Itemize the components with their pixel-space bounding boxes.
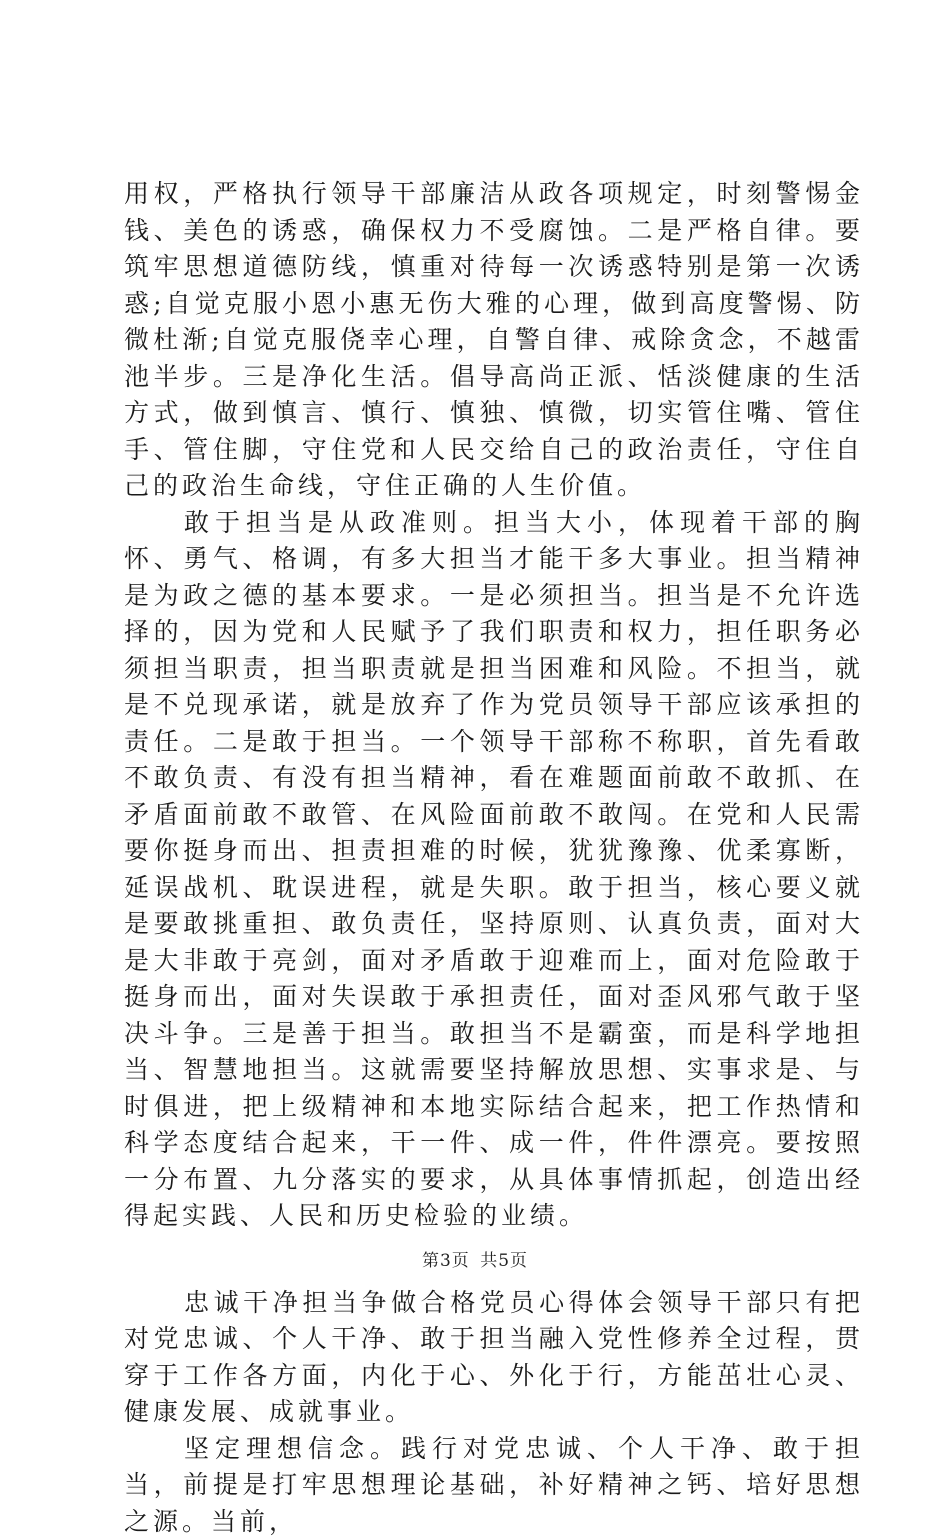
page-total: 共5页 [480, 1251, 528, 1271]
paragraph-3: 忠诚干净担当争做合格党员心得体会领导干部只有把对党忠诚、个人干净、敢于担当融入党性修养全过程，贯穿于工作各方面，内化于心、外化于行，方能茁壮心灵、健康发展、成就事业。 [124, 1285, 864, 1431]
paragraph-2: 敢于担当是从政准则。担当大小，体现着干部的胸怀、勇气、格调，有多大担当才能干多大事业。担当精神是为政之德的基本要求。一是必须担当。担当是不允许选择的，因为党和人民赋予了我们职责和权力，担任职务必须担当职责，担当职责就是担当困难和风险。不担当，就是不兑现承诺，就是放弃了作为党员领导干部应该承担的责任。二是敢于担当。一个领导干部称不称职，首先看敢不敢负责、有没有担当精神，看在难题面前敢不敢抓、在矛盾面前敢不敢管、在风险面前敢不敢闯。在党和人民需要你挺身而出、担责担难的时候，犹犹豫豫、优柔寡断，延误战机、耽误进程，就是失职。敢于担当，核心要义就是要敢挑重担、敢负责任，坚持原则、认真负责，面对大是大非敢于亮剑，面对矛盾敢于迎难而上，面对危险敢于挺身而出，面对失误敢于承担责任，面对歪风邪气敢于坚决斗争。三是善于担当。敢担当不是霸蛮，而是科学地担当、智慧地担当。这就需要坚持解放思想、实事求是、与时俱进，把上级精神和本地实际结合起来，把工作热情和科学态度结合起来，干一件、成一件，件件漂亮。要按照一分布置、九分落实的要求，从具体事情抓起，创造出经得起实践、人民和历史检验的业绩。 [124, 505, 864, 1235]
document-body [124, 176, 864, 1540]
paragraph-4: 坚定理想信念。践行对党忠诚、个人干净、敢于担当，前提是打牢思想理论基础，补好精神之钙、培好思想之源。当前， [124, 1431, 864, 1540]
paragraph-1: 用权，严格执行领导干部廉洁从政各项规定，时刻警惕金钱、美色的诱惑，确保权力不受腐蚀。二是严格自律。要筑牢思想道德防线，慎重对待每一次诱惑特别是第一次诱惑;自觉克服小恩小惠无伤大雅的心理，做到高度警惕、防微杜渐;自觉克服侥幸心理，自警自律、戒除贪念，不越雷池半步。三是净化生活。倡导高尚正派、恬淡健康的生活方式，做到慎言、慎行、慎独、慎微，切实管住嘴、管住手、管住脚，守住党和人民交给自己的政治责任，守住自己的政治生命线，守住正确的人生价值。 [124, 176, 864, 505]
page-footer [0, 1246, 950, 1271]
page-number: 第3页 [422, 1251, 470, 1271]
